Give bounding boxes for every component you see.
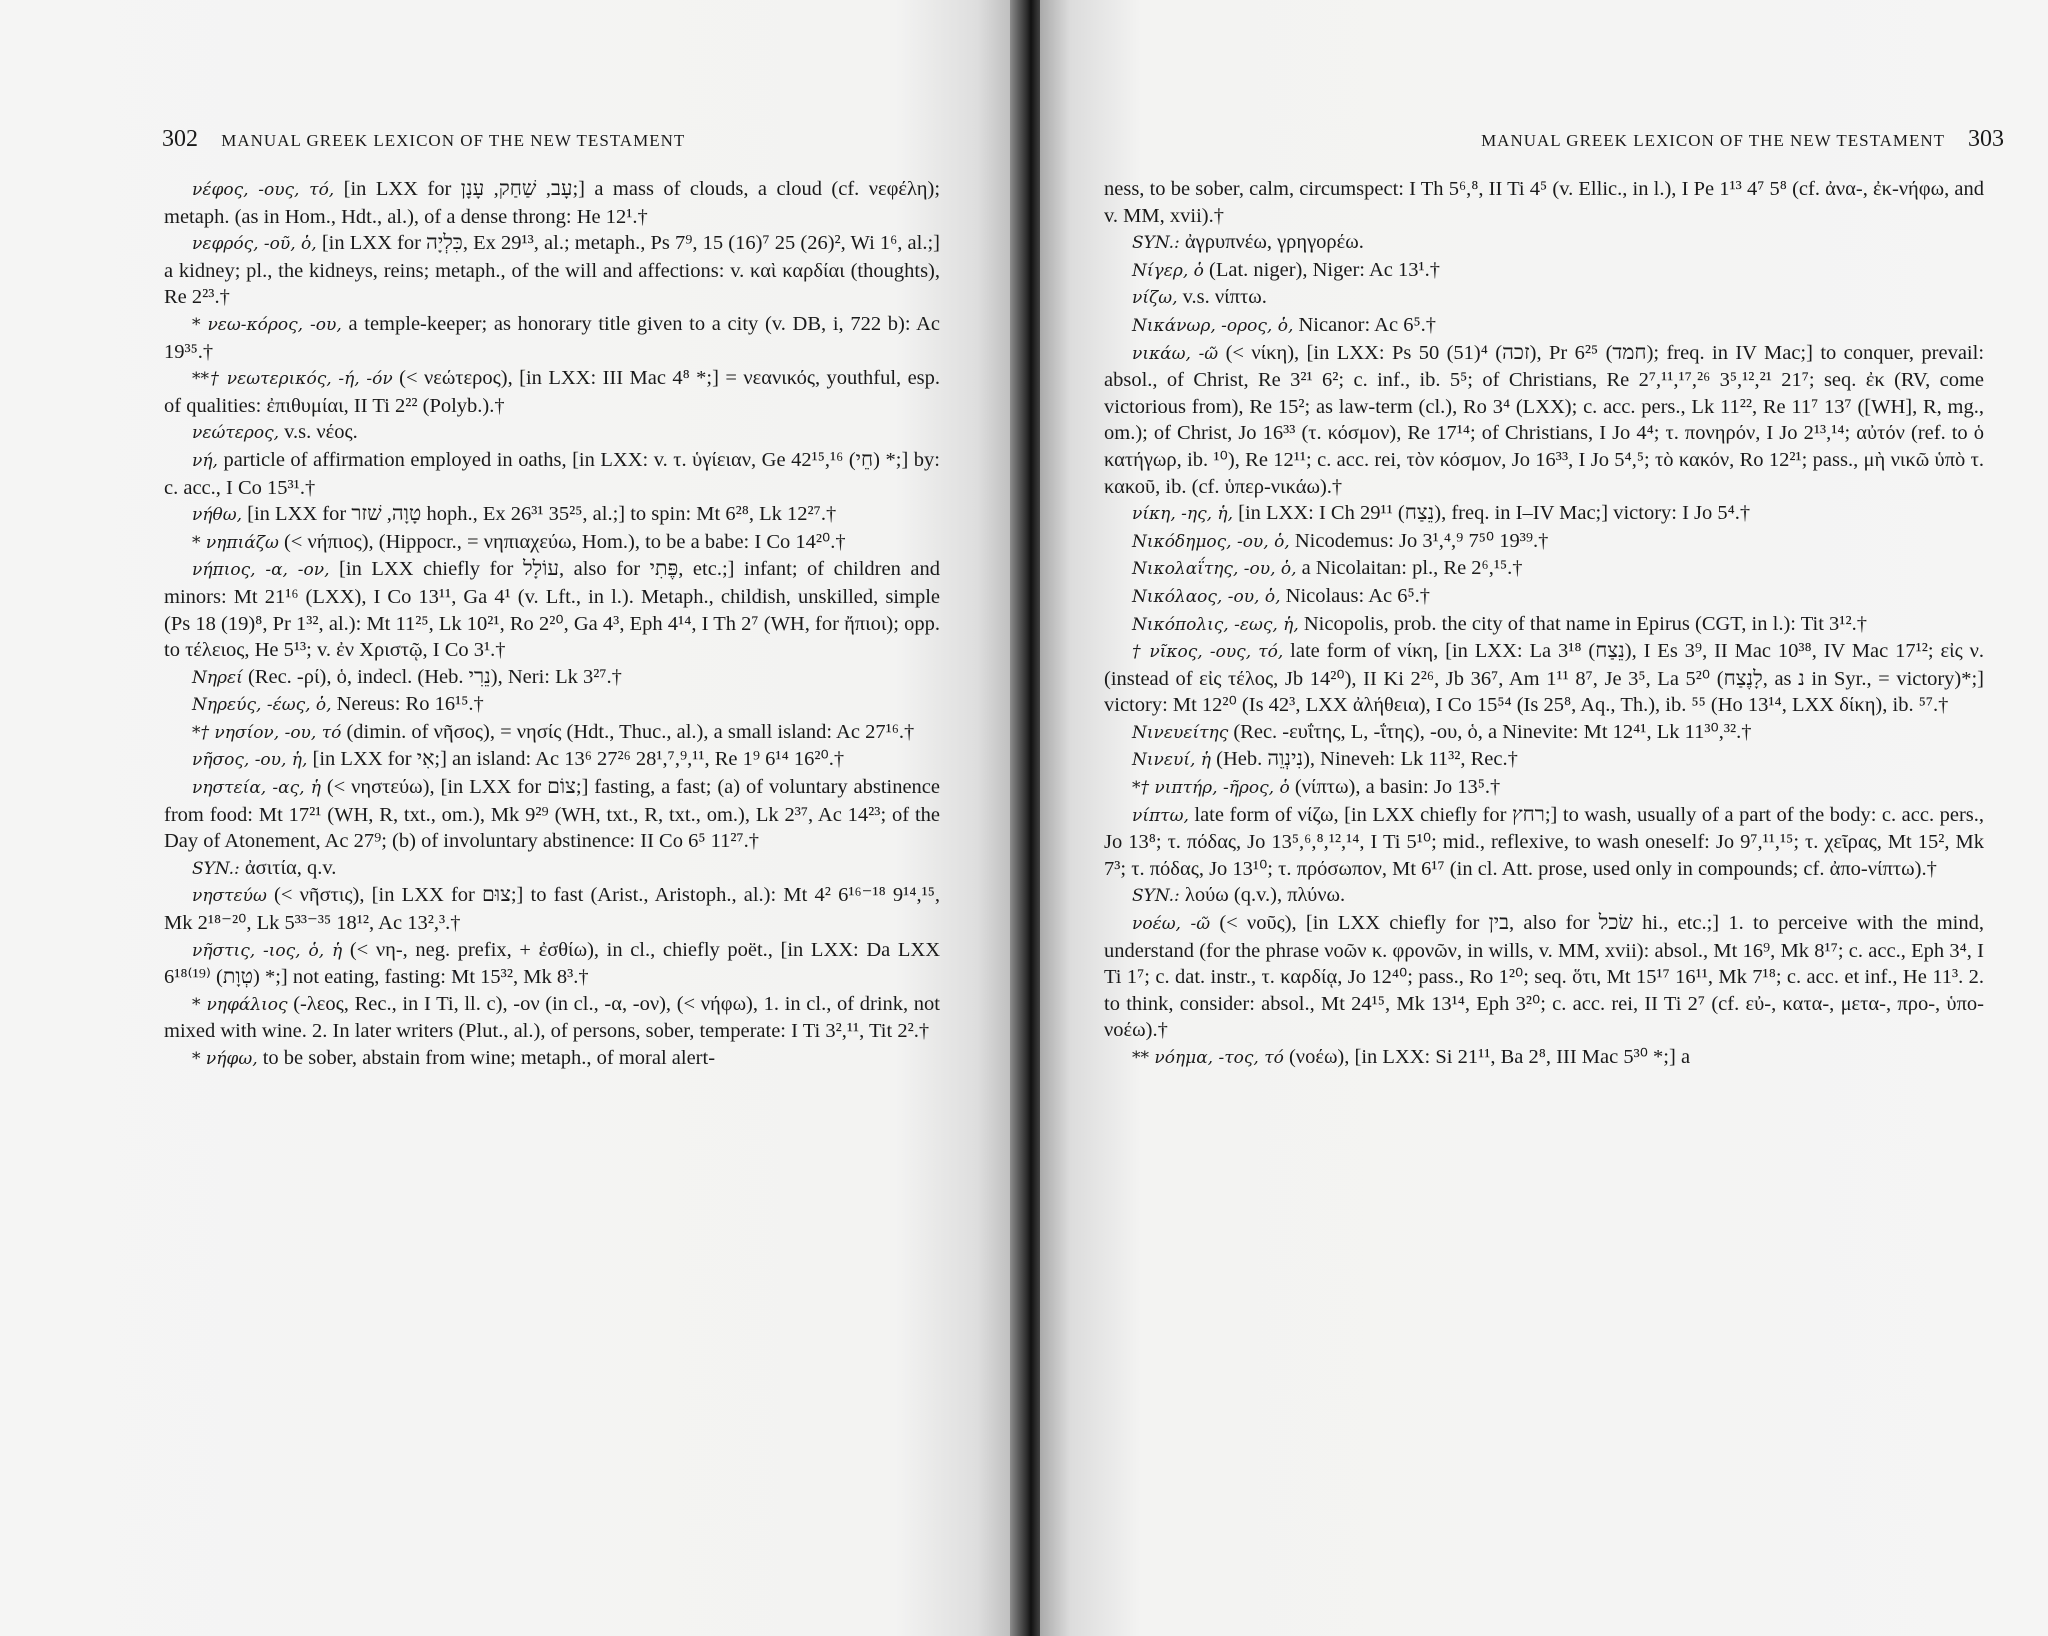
entry-text: Nicolaus: Ac 6⁵.† [1285,584,1431,607]
entry-text: v.s. νίπτω. [1182,286,1267,309]
dictionary-entry [164,419,940,447]
continued-entry [1104,176,1984,229]
dictionary-entry [164,664,940,692]
dictionary-entry [164,556,940,663]
entry-headword: **† νεωτερικός, -ή, -όν [192,369,393,390]
entry-headword: Νινευί, ἡ [1132,750,1211,771]
dictionary-entry [1104,1044,1984,1072]
dictionary-entry [164,311,940,365]
entry-headword: νή, [192,450,218,471]
entry-text: particle of affirmation employed in oaths, [in LXX: v. τ. ὑγίειαν, Ge 42¹⁵,¹⁶ (חֵי) *;] by: c. acc., I Co 15³¹.† [164,448,940,499]
entry-headword: * νηφάλιος [192,994,288,1015]
dictionary-entry [1104,528,1984,556]
entry-text: (< νη-, neg. prefix, + ἐσθίω), in cl., chiefly poët., [in LXX: Da LXX 6¹⁸⁽¹⁹⁾ (טְוָת) *;] not eating, fasting: Mt 15³², Mk 8³.† [164,938,941,989]
entry-headword: νηστεύω [192,886,267,907]
entry-text: (dimin. of νῆσος), = νησίς (Hdt., Thuc., al.), a small island: Ac 27¹⁶.† [346,720,915,743]
dictionary-entry [164,691,940,719]
entry-headword: νηστεία, -ας, ἡ [192,778,321,799]
entry-headword: Νινευείτης [1132,722,1229,743]
dictionary-entry [164,501,940,529]
dictionary-entry [164,365,940,419]
dictionary-entry [1104,583,1984,611]
entry-headword: νῆσος, -ου, ἡ, [192,750,308,771]
dictionary-entry [1104,312,1984,340]
dictionary-entry [1104,611,1984,639]
dictionary-entry [1104,638,1984,719]
entry-text: [in LXX: I Ch 29¹¹ (נֵצַח), freq. in I–IV Mac;] victory: I Jo 5⁴.† [1238,502,1751,525]
dictionary-entry [1104,910,1984,1044]
entry-headword: νικάω, -ῶ [1132,343,1219,364]
entry-headword: *† νησίον, -ου, τό [192,722,342,743]
entry-headword: ** νόημα, -τος, τό [1132,1048,1284,1068]
entry-headword: νεφρός, -οῦ, ὁ, [192,234,317,255]
dictionary-entry [164,1045,940,1073]
entry-text: (< νοῦς), [in LXX chiefly for בין, also for שׂכל hi., etc.;] 1. to perceive with the mind, understand (for the phrase νοῶν κ. φρονῶν, in wills, v. MM, xvii): absol., Mt 16⁹, Mk 8¹⁷; c. acc., Eph 3⁴, I Ti 1⁷; c. dat. instr., τ. καρδίᾳ, Jo 12⁴⁰; pass., Ro 1²⁰; seq. ὅτι, Mt 15¹⁷ 16¹¹, Mk 7¹⁸; c. acc. et inf., He 11³. 2. to think, consider: absol., Mt 24¹⁵, Mk 13¹⁴, Eph 3²⁰; c. acc. rei, II Ti 2⁷ (cf. εὐ-, κατα-, μετα-, προ-, ὑπο-νοέω).† [1104,912,1985,1042]
entry-headword: † νῖκος, -ους, τό, [1132,642,1284,663]
dictionary-entry [164,774,940,855]
entry-text: ἀσιτία, q.v. [244,856,337,879]
entry-headword: *† νιπτήρ, -ῆρος, ὁ [1132,778,1290,799]
entry-headword: Νίγερ, ὁ [1132,260,1204,281]
entry-headword: νήθω, [192,505,243,526]
entry-text: [in LXX for כִּלְיָה, Ex 29¹³, al.; metaph., Ps 7⁹, 15 (16)⁷ 25 (26)², Wi 1⁶, al.;] a kidney; pl., the kidneys, reins; metaph., of the will and affections: v. καὶ καρδίαι (thoughts), Re 2²³.† [164,232,940,309]
entry-text: [in LXX for אִי;] an island: Ac 13⁶ 27²⁶ 28¹,⁷,⁹,¹¹, Re 1⁹ 6¹⁴ 16²⁰.† [312,748,845,771]
entry-headword: SYN.: [1132,233,1180,254]
dictionary-entry [1104,284,1984,312]
entry-text: ness, to be sober, calm, circumspect: I Th 5⁶,⁸, II Ti 4⁵ (v. Ellic., in l.), I Pe 1¹³ 4⁷ 5⁸ (cf. ἀνα-, ἐκ-νήφω, and v. MM, xvii).† [1104,178,1984,227]
entry-text: (< νηστεύω), [in LXX for צוֹם;] fasting, a fast; (a) of voluntary abstinence from food: Mt 17²¹ (WH, R, txt., om.), Mk 9²⁹ (WH, txt., R, txt., om.), Lk 2³⁷, Ac 14²³; of the Day of Atonement, Ac 27⁹; (b) of involuntary abstinence: II Co 6⁵ 11²⁷.† [164,776,941,853]
right-running-head [1481,126,2004,153]
entry-text: [in LXX for טָוָה, שׁזר hoph., Ex 26³¹ 35²⁵, al.;] to spin: Mt 6²⁸, Lk 12²⁷.† [247,503,837,526]
left-page-number: 302 [162,126,198,152]
entry-headword: Νικολαΐτης, -ου, ὁ, [1132,559,1297,580]
right-page-number: 303 [1968,126,2004,152]
dictionary-entry [164,882,940,936]
dictionary-entry [1104,555,1984,583]
entry-text: (Lat. niger), Niger: Ac 13¹.† [1209,258,1441,281]
entry-text: [in LXX chiefly for עוֹלָל, also for פֶּתִי, etc.;] infant; of children and minors: Mt 21¹⁶ (LXX), I Co 13¹¹, Ga 4¹ (v. Lft., in l.). Metaph., childish, unskilled, simple (Ps 18 (19)⁸, Pr 1³², al.): Mt 11²⁵, Lk 10²¹, Ro 2²⁰, Ga 4³, Eph 4¹⁴, I Th 2⁷ (WH, for ἤπιοι); opp. to τέλειος, He 5¹³; v. ἐν Χριστῷ, I Co 3¹.† [164,558,940,662]
left-page [0,0,1018,1636]
entry-text: (νοέω), [in LXX: Si 21¹¹, Ba 2⁸, III Mac 5³⁰ *;] a [1288,1046,1691,1068]
entry-headword: νέφος, -ους, τό, [192,180,335,200]
right-column [1104,176,1984,1072]
entry-text: [in LXX for עָב, שַׁחַק, עָנָן;] a mass of clouds, a cloud (cf. νεφέλη); metaph. (as in Hom., Hdt., al.), of a dense throng: He 12¹.† [164,178,941,228]
entry-text: (Heb. נִינְוֵה), Nineveh: Lk 11³², Rec.† [1216,748,1518,771]
entry-headword: Νηρεύς, -έως, ὁ, [192,695,332,716]
entry-text: (< νίκη), [in LXX: Ps 50 (51)⁴ (זכה), Pr 6²⁵ (חמד); freq. in IV Mac;] to conquer, prevail: absol., of Christ, Re 3²¹ 6²; c. inf., ib. 5⁵; of Christians, Re 2⁷,¹¹,¹⁷,²⁶ 3⁵,¹²,²¹ 21⁷; seq. ἐκ (RV, come victorious from), Re 15²; as law-term (cl.), Ro 3⁴ (LXX); c. acc. pers., Lk 11²², Re 11⁷ 13⁷ ([WH], R, mg., om.); of Christ, Jo 16³³ (τ. κόσμον), Re 17¹⁴; of Christians, I Jo 4⁴; τ. πονηρόν, I Jo 2¹³,¹⁴; αὐτόν (ref. to ὁ κατήγωρ, ib. ¹⁰), Re 12¹¹; c. acc. rei, τὸν κόσμον, Jo 16³³, I Jo 5⁴,⁵; τὸ κακόν, Ro 12²¹; pass., μὴ νικῶ ὑπὸ τ. κακοῦ, ib. (cf. ὑπερ-νικάω).† [1104,341,1985,498]
right-page [1040,0,2048,1636]
dictionary-entry [164,447,940,501]
entry-text: v.s. νέος. [284,421,358,444]
left-running-title: MANUAL GREEK LEXICON OF THE NEW TESTAMENT [221,131,686,150]
entry-text: Nicanor: Ac 6⁵.† [1298,313,1436,336]
dictionary-entry [164,529,940,557]
dictionary-entry [1104,746,1984,774]
entry-headword: SYN.: [1132,886,1180,907]
entry-text: (< νῆστις), [in LXX for צוּם;] to fast (Arist., Aristoph., al.): Mt 4² 6¹⁶⁻¹⁸ 9¹⁴,¹⁵, Mk 2¹⁸⁻²⁰, Lk 5³³⁻³⁵ 18¹², Ac 13²,³.† [164,884,941,935]
entry-headword: Νηρεί [192,667,243,688]
dictionary-entry [1104,257,1984,285]
synonym-note [164,855,940,883]
entry-text: Nereus: Ro 16¹⁵.† [336,693,484,716]
entry-text: a Nicolaitan: pl., Re 2⁶,¹⁵.† [1301,557,1523,580]
entry-headword: νοέω, -ῶ [1132,914,1211,935]
entry-text: (< νήπιος), (Hippocr., = νηπιαχεύω, Hom.), to be a babe: I Co 14²⁰.† [283,530,846,553]
entry-text: Nicodemus: Jo 3¹,⁴,⁹ 7⁵⁰ 19³⁹.† [1294,529,1549,552]
entry-headword: νεώτερος, [192,423,280,444]
entry-headword: SYN.: [192,858,240,879]
dictionary-entry [1104,774,1984,802]
left-running-head [162,126,685,153]
dictionary-entry [164,991,940,1045]
dictionary-entry [164,937,940,991]
entry-headword: νίκη, -ης, ἡ, [1132,504,1233,525]
entry-headword: * νηπιάζω [192,532,279,553]
entry-text: ἀγρυπνέω, γρηγορέω. [1184,231,1364,254]
dictionary-entry [164,719,940,747]
dictionary-entry [164,230,940,311]
dictionary-entry [1104,802,1984,883]
dictionary-entry [1104,500,1984,528]
entry-headword: * νήφω, [192,1049,258,1069]
entry-headword: * νεω-κόρος, -ου, [192,314,342,335]
entry-headword: νήπιος, -α, -ον, [192,560,330,581]
entry-headword: νίπτω, [1132,805,1189,826]
entry-text: Nicopolis, prob. the city of that name in Epirus (CGT, in l.): Tit 3¹².† [1303,612,1867,635]
dictionary-entry [1104,719,1984,747]
entry-text: (< νεώτερος), [in LXX: III Mac 4⁸ *;] = νεανικός, youthful, esp. of qualities: ἐπιθυμίαι, II Ti 2²² (Polyb.).† [164,367,941,417]
entry-headword: νίζω, [1132,288,1178,309]
right-running-title: MANUAL GREEK LEXICON OF THE NEW TESTAMENT [1481,131,1945,150]
entry-text: late form of νίζω, [in LXX chiefly for רחץ;] to wash, usually of a part of the body: c. acc. pers., Jo 13⁸; τ. πόδας, Jo 13⁵,⁶,⁸,¹²,¹⁴, I Ti 5¹⁰; mid., reflexive, to wash oneself: Jo 9⁷,¹¹,¹⁵; τ. χεῖρας, Mt 15², Mk 7³; τ. πόδας, Jo 13¹⁰; τ. πρόσωπον, Mt 6¹⁷ (in cl. Att. prose, used only in compounds; cf. ἀπο-νίπτω).† [1104,803,1985,880]
left-column [164,176,940,1073]
entry-text: to be sober, abstain from wine; metaph., of moral alert- [262,1047,716,1069]
entry-headword: νῆστις, -ιος, ὁ, ἡ [192,940,343,961]
entry-text: (Rec. -ευΐτης, L, -ΐτης), -ου, ὁ, a Ninevite: Mt 12⁴¹, Lk 11³⁰,³².† [1233,720,1752,743]
entry-text: (νίπτω), a basin: Jo 13⁵.† [1294,776,1501,799]
entry-text: a temple-keeper; as honorary title given to a city (v. DB, i, 722 b): Ac 19³⁵.† [164,312,941,363]
dictionary-entry [1104,340,1984,501]
synonym-note [1104,882,1984,910]
synonym-note [1104,229,1984,257]
entry-text: (-λεος, Rec., in I Ti, ll. c), -ον (in cl., -α, -ον), (< νήφω), 1. in cl., of drink, not mixed with wine. 2. In later writers (Plut., al.), of persons, sober, temperate: I Ti 3²,¹¹, Tit 2².† [164,992,941,1043]
entry-headword: Νικόπολις, -εως, ἡ, [1132,614,1299,635]
entry-headword: Νικόδημος, -ου, ὁ, [1132,531,1290,552]
dictionary-entry [164,746,940,774]
entry-headword: Νικόλαος, -ου, ὁ, [1132,586,1281,607]
dictionary-entry [164,176,940,230]
entry-headword: Νικάνωρ, -ορος, ὁ, [1132,315,1294,336]
entry-text: λούω (q.v.), πλύνω. [1184,884,1346,907]
entry-text: (Rec. -ρί), ὁ, indecl. (Heb. נֵרִי), Neri: Lk 3²⁷.† [247,665,622,688]
entry-text: late form of νίκη, [in LXX: La 3¹⁸ (נֵצַח), I Es 3⁹, II Mac 10³⁸, IV Mac 17¹²; εἰς ν. (instead of εἰς τέλος, Jb 14²⁰), II Ki 2²⁶, Jb 36⁷, Am 1¹¹ 8⁷, Je 3⁵, La 5²⁰ (לָנֶצַח, as נ in Syr., = victory)*;] victory: Mt 12²⁰ (Is 42³, LXX ἀλήθεια), I Co 15⁵⁴ (Is 25⁸, Aq., Th.), ib. ⁵⁵ (Ho 13¹⁴, LXX δίκη), ib. ⁵⁷.† [1104,640,1984,717]
